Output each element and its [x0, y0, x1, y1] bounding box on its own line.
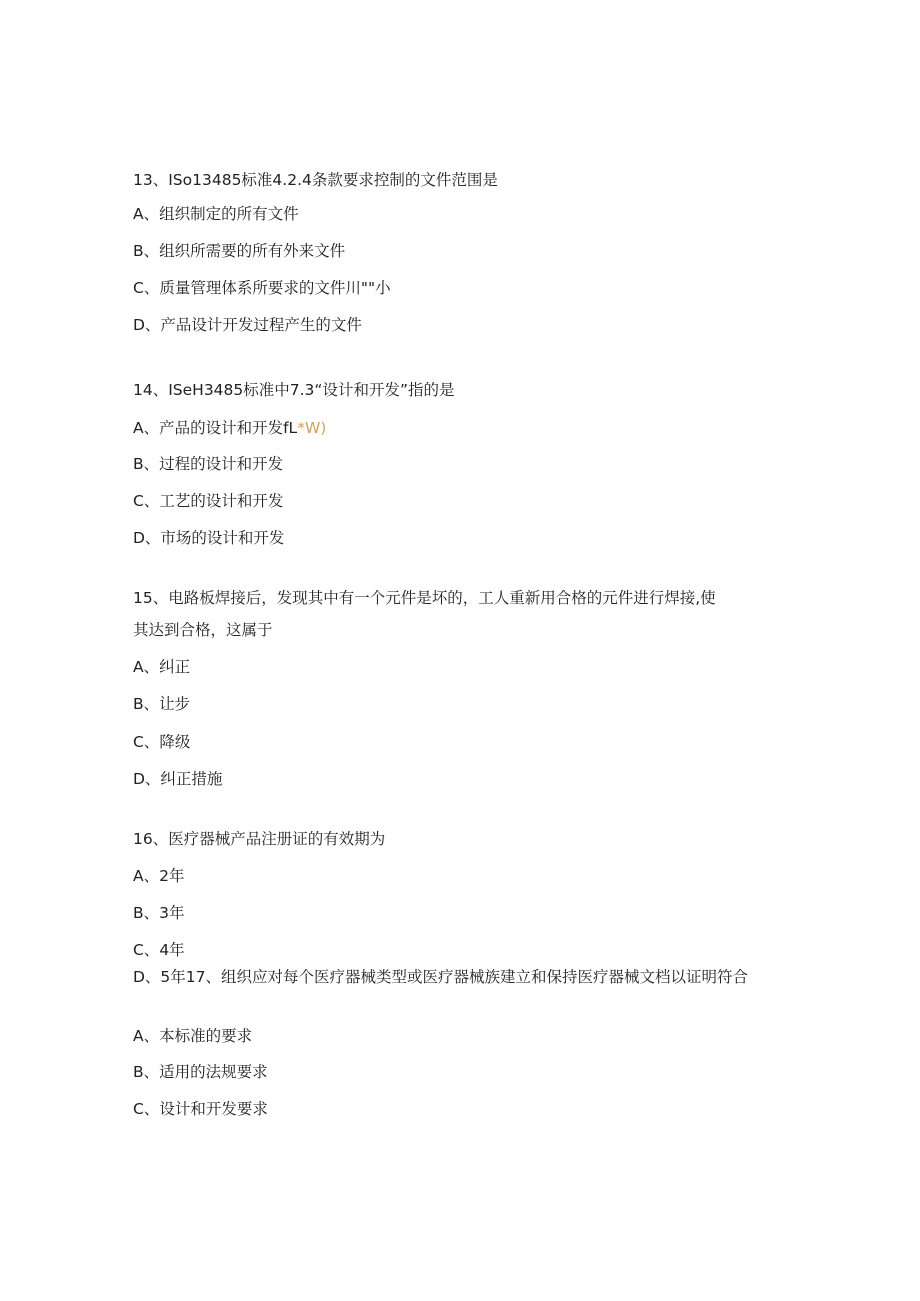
question-13-option-d: D、产品设计开发过程产生的文件: [133, 316, 362, 334]
question-13-option-c: C、质量管理体系所要求的文件川""小: [133, 279, 391, 297]
question-14-option-a-note: *W): [297, 419, 327, 437]
question-16-option-a: A、2年: [133, 867, 185, 885]
question-14-option-a-row: [133, 418, 326, 438]
question-15-option-c: C、降级: [133, 733, 191, 751]
question-17-option-a: A、本标准的要求: [133, 1027, 253, 1045]
question-16-option-b: B、3年: [133, 904, 185, 922]
question-15-stem-line1: 15、电路板焊接后，发现其中有一个元件是坏的，工人重新用合格的元件进行焊接,使: [133, 589, 716, 607]
question-14-option-b: B、过程的设计和开发: [133, 455, 284, 473]
question-15-option-a: A、纠正: [133, 658, 191, 676]
question-17-option-c: C、设计和开发要求: [133, 1100, 268, 1118]
question-14-stem: 14、ISeH3485标准中7.3“设计和开发”指的是: [133, 381, 455, 399]
question-13-option-a: A、组织制定的所有文件: [133, 205, 299, 223]
question-14-option-c: C、工艺的设计和开发: [133, 492, 284, 510]
question-17-option-b: B、适用的法规要求: [133, 1063, 268, 1081]
question-16-stem: 16、医疗器械产品注册证的有效期为: [133, 830, 386, 848]
question-15-option-d: D、纠正措施: [133, 770, 223, 788]
question-16-option-c: C、4年: [133, 941, 185, 959]
question-13-option-b: B、组织所需要的所有外来文件: [133, 242, 346, 260]
question-17-stem: D、5年17、组织应对每个医疗器械类型或医疗器械族建立和保持医疗器械文档以证明符合: [133, 968, 749, 986]
question-14-option-d: D、市场的设计和开发: [133, 529, 285, 547]
question-14-option-a: A、产品的设计和开发fL: [133, 419, 298, 437]
question-15-stem-line2: 其达到合格，这属于: [133, 621, 273, 639]
question-13-stem: 13、ISo13485标准4.2.4条款要求控制的文件范围是: [133, 171, 498, 189]
question-15-option-b: B、让步: [133, 695, 191, 713]
